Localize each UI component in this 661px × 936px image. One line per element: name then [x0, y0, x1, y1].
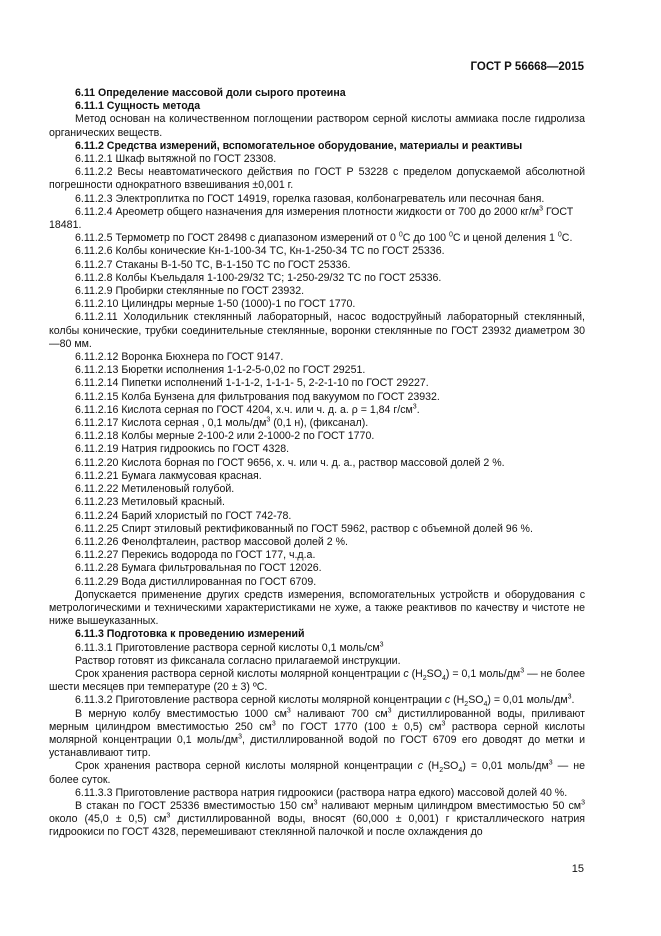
section-title: 6.11 Определение массовой доли сырого протеина: [75, 87, 346, 99]
document-body: [49, 87, 585, 840]
list-item: 6.11.2.17 Кислота серная , 0,1 моль/$дм^3$ (0,1 н), (фиксанал).: [75, 416, 369, 430]
standard-header: ГОСТ Р 56668—2015: [470, 61, 584, 73]
list-item: 6.11.2.29 Вода дистиллированная по ГОСТ 6709.: [75, 575, 317, 588]
list-item: 6.11.2.20 Кислота борная по ГОСТ 9656, х. ч. или ч. д. а., раствор массовой долей 2 %.: [75, 456, 505, 469]
list-item: 6.11.2.23 Метиловый красный.: [75, 496, 225, 509]
list-item: 6.11.2.16 Кислота серная по ГОСТ 4204, х.ч. или ч. д. а. ρ = 1,84 $г/см^3$.: [75, 403, 420, 416]
list-item: 6.11.2.10 Цилиндры мерные 1-50 (1000)-1 по ГОСТ 1770.: [75, 298, 356, 311]
list-item: 6.11.2.7 Стаканы В-1-50 ТС, В-1-150 ТС по ГОСТ 25336.: [75, 258, 351, 271]
paragraph: В стакан по ГОСТ 25336 вместимостью 150 $см^3$ наливают мерным цилиндром вместимостью 50 $см^3$ около (45,0 ± 0,5) $см^3$ дистиллированной воды, вносят (60,000 ± 0,001) г кристаллического натрия гидроокиси по ГОСТ 4328, перемешивают стеклянной палочкой и после охлаждения до: [49, 799, 585, 839]
list-item: 6.11.2.1 Шкаф вытяжной по ГОСТ 23308.: [75, 153, 277, 166]
list-item: 6.11.2.12 Воронка Бюхнера по ГОСТ 9147.: [75, 351, 284, 364]
list-item: 6.11.2.21 Бумага лакмусовая красная.: [75, 469, 262, 482]
subsection-title: 6.11.2 Средства измерений, вспомогательное оборудование, материалы и реактивы: [75, 139, 523, 152]
list-item: 6.11.2.26 Фенолфталеин, раствор массовой долей 2 %.: [75, 535, 348, 548]
list-item: 6.11.2.24 Барий хлористый по ГОСТ 742-78.: [75, 509, 292, 522]
list-item: 6.11.2.5 Термометр по ГОСТ 28498 с диапазоном измерений от 0 $^0$С до 100 $^0$С и ценой деления 1 $^0$С.: [75, 231, 573, 245]
list-item: 6.11.2.15 Колба Бунзена для фильтрования под вакуумом по ГОСТ 23932.: [75, 390, 440, 403]
list-item: 6.11.2.3 Электроплитка по ГОСТ 14919, горелка газовая, колбонагреватель или песочная баня.: [75, 192, 545, 205]
list-item: 6.11.2.4 Ареометр общего назначения для измерения плотности жидкости от 700 до 2000 $кг/м^3$ ГОСТ 18481.: [49, 205, 574, 232]
paragraph: 6.11.3.2 Приготовление раствора серной кислоты молярной концентрации c $(H_2SO_4) = 0,01$ моль/$дм^3$.: [75, 693, 575, 709]
paragraph: Раствор готовят из фиксанала согласно прилагаемой инструкции.: [75, 654, 401, 667]
list-item: 6.11.2.27 Перекись водорода по ГОСТ 177, ч.д.а.: [75, 549, 316, 562]
list-item: 6.11.2.14 Пипетки исполнений 1-1-1-2, 1-1-1- 5, 2-2-1-10 по ГОСТ 29227.: [75, 377, 429, 390]
list-item: 6.11.2.9 Пробирки стеклянные по ГОСТ 23932.: [75, 285, 305, 298]
paragraph: 6.11.3.3 Приготовление раствора натрия гидроокиси (раствора натра едкого) массовой долей 40 %.: [75, 786, 568, 799]
list-item: 6.11.2.13 Бюретки исполнения 1-1-2-5-0,02 по ГОСТ 29251.: [75, 364, 366, 377]
paragraph: Метод основан на количественном поглощении раствором серной кислоты аммиака после гидролиза органических веществ.: [49, 113, 585, 139]
paragraph: Срок хранения раствора серной кислоты молярной концентрации c $(H_2SO_4) = 0,01$ моль/$дм^3$ — не более суток.: [49, 759, 585, 786]
subsection-title: 6.11.1 Сущность метода: [75, 100, 201, 113]
paragraph: В мерную колбу вместимостью 1000 $см^3$ наливают 700 $см^3$ дистиллированной воды, приливают мерным цилиндром вместимостью 250 $см^3$ по ГОСТ 1770 (100 ± 0,5) $см^3$ раствора серной кислоты молярной концентрации 0,1 моль/$дм^3$, дистиллированной водой по ГОСТ 6709 его доводят до метки и устанавливают титр.: [49, 707, 585, 760]
paragraph: Допускается применение других средств измерения, вспомогательных устройств и оборудования с метрологическими и техническими характеристиками не хуже, а также реактивов по качеству и чистоте не ниже вышеуказанных.: [49, 588, 585, 628]
list-item: 6.11.2.22 Метиленовый голубой.: [75, 483, 235, 496]
list-item: 6.11.2.8 Колбы Къельдаля 1-100-29/32 ТС; 1-250-29/32 ТС по ГОСТ 25336.: [75, 271, 442, 284]
page-number: 15: [571, 863, 584, 875]
list-item: 6.11.2.19 Натрия гидроокись по ГОСТ 4328.: [75, 443, 290, 456]
paragraph: 6.11.3.1 Приготовление раствора серной кислоты 0,1 моль/$см^3$: [75, 641, 384, 654]
paragraph: Срок хранения раствора серной кислоты молярной концентрации c $(H_2SO_4) = 0,1$ моль/$дм^3$ — не более шести месяцев при температуре (20 ± 3) ºС.: [49, 667, 585, 694]
list-item: 6.11.2.25 Спирт этиловый ректификованный по ГОСТ 5962, раствор с объемной долей 96 %.: [75, 522, 533, 535]
list-item: 6.11.2.6 Колбы конические Кн-1-100-34 ТС, Кн-1-250-34 ТС по ГОСТ 25336.: [75, 245, 445, 258]
subsection-title: 6.11.3 Подготовка к проведению измерений: [75, 628, 305, 641]
list-item: 6.11.2.11 Холодильник стеклянный лабораторный, насос водоструйный лабораторный стеклянный, колбы конические, трубки соединительные стеклянные, воронки стеклянные по ГОСТ 23932 диаметром 30—80 мм.: [49, 311, 585, 350]
list-item: 6.11.2.2 Весы неавтоматического действия по ГОСТ Р 53228 с пределом допускаемой абсолютной погрешности однократного взвешивания ±0,001 г.: [49, 166, 585, 192]
list-item: 6.11.2.28 Бумага фильтровальная по ГОСТ 12026.: [75, 562, 322, 575]
list-item: 6.11.2.18 Колбы мерные 2-100-2 или 2-1000-2 по ГОСТ 1770.: [75, 430, 375, 443]
